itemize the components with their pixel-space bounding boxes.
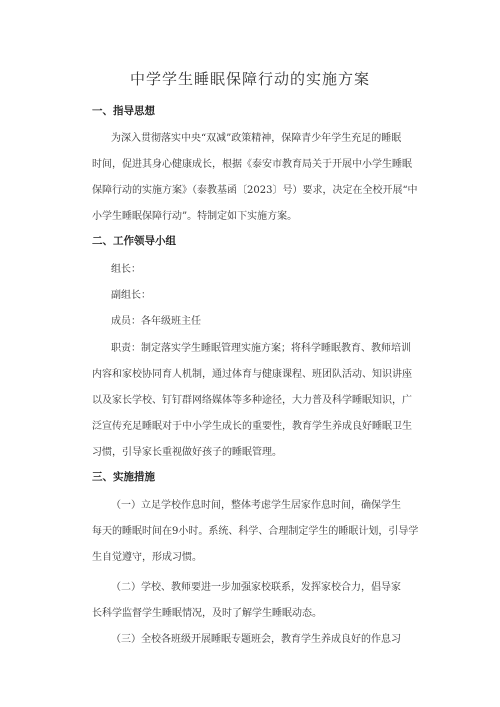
duty-line: 习惯，引导家长重视做好孩子的睡眠管理。 [92,447,282,458]
deputy-leader-line: 副组长： [111,290,151,301]
duty-line: 职责：制定落实学生睡眠管理实施方案；将科学睡眠教育、教师培训 [111,343,411,354]
section-heading-implementation-measures: 三、实施措施 [92,471,155,483]
measure-line: （二）学校、教师要进一步加强家校联系，发挥家校合力，倡导家 [111,582,401,593]
measure-line: 长科学监督学生睡眠情况，及时了解学生睡眠动态。 [92,608,322,619]
group-leader-line: 组长： [111,264,141,275]
duty-line: 以及家长学校、钉钉群网络媒体等多种途径，大力普及科学睡眠知识，广 [92,395,412,406]
measure-line: 每天的睡眠时间在9小时。系统、科学、合理制定学生的睡眠计划，引导学 [92,526,419,537]
duty-line: 内容和家校协同育人机制，通过体育与健康课程、班团队活动、知识讲座 [92,369,412,380]
measure-line: （三）全校各班级开展睡眠专题班会，教育学生养成良好的作息习 [111,634,401,645]
paragraph-line: 为深入贯彻落实中央“双减”政策精神，保障青少年学生充足的睡眠 [111,133,402,144]
members-line: 成员：各年级班主任 [111,316,201,327]
paragraph-line: 保障行动的实施方案》（泰教基函〔2023〕号）要求，决定在全校开展“中 [92,185,418,196]
section-heading-leadership-group: 二、工作领导小组 [92,235,176,247]
measure-line: （一）立足学校作息时间，整体考虑学生居家作息时间，确保学生 [111,500,401,511]
measure-line: 生自觉遵守，形成习惯。 [92,552,202,563]
section-heading-guiding-ideology: 一、指导思想 [92,105,155,117]
paragraph-line: 时间，促进其身心健康成长，根据《泰安市教育局关于开展中小学生睡眠 [92,159,412,170]
paragraph-line: 小学生睡眠保障行动”。特制定如下实施方案。 [92,211,298,222]
document-title: 中学学生睡眠保障行动的实施方案 [129,70,370,88]
duty-line: 泛宣传充足睡眠对于中小学生成长的重要性，教育学生养成良好睡眠卫生 [92,421,412,432]
